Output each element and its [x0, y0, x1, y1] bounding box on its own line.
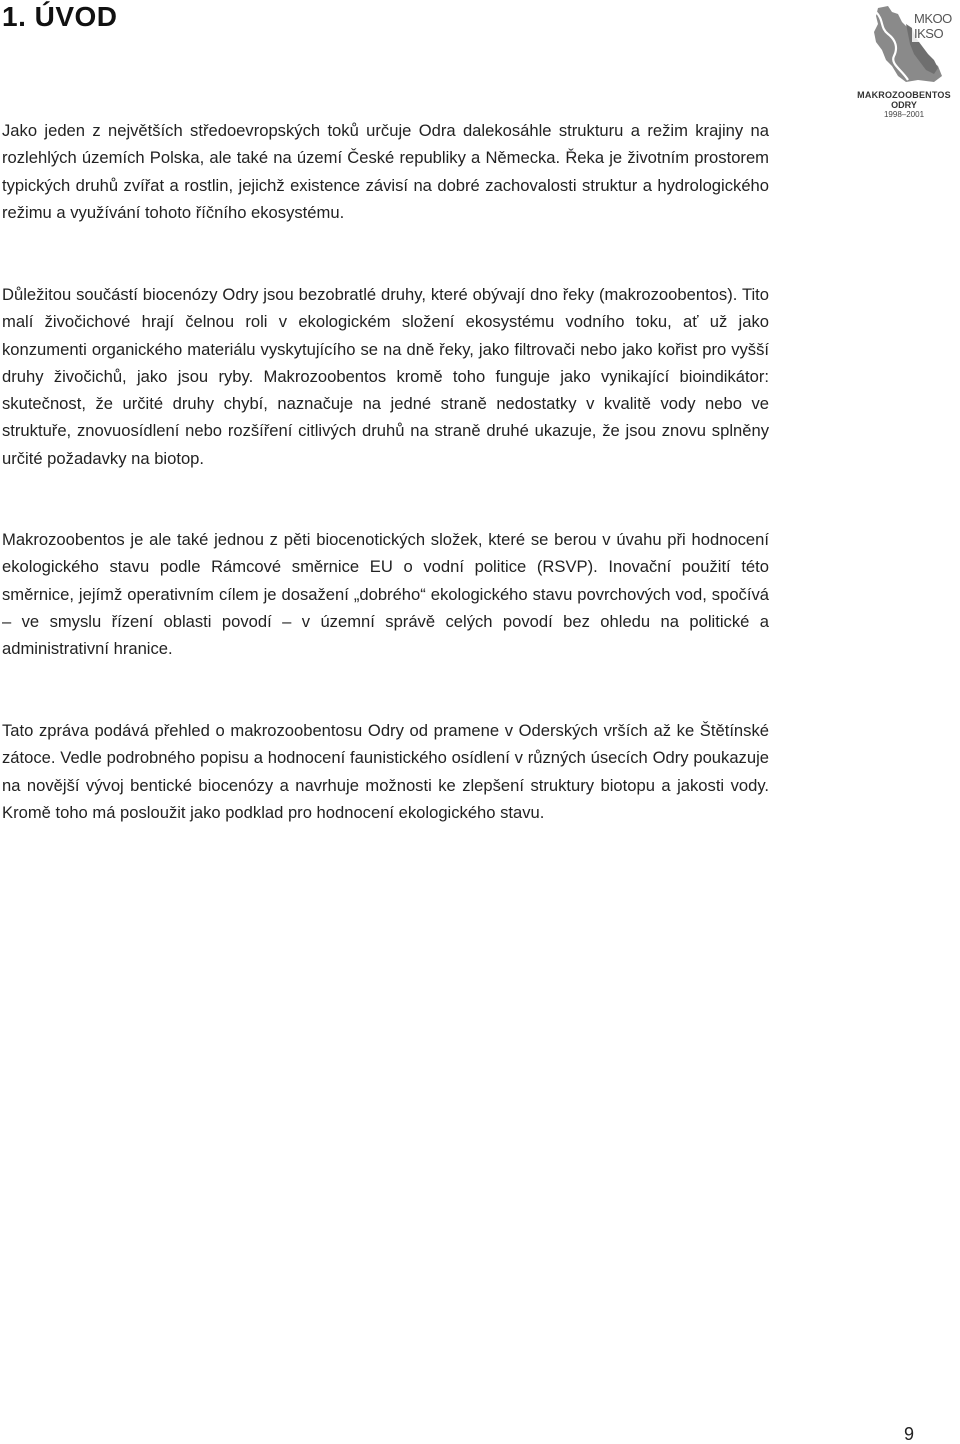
chapter-heading: 1. ÚVOD — [2, 1, 118, 32]
paragraph-intro: Jako jeden z největších středoevropských toků určuje Odra dalekosáhle strukturu a režim krajiny na rozlehlých územích Polska, ale také na území České republiky a Německa. Řeka je životním prostorem typických druhů zvířat a rostlin, jejichž existence závisí na dobré zachovalosti struktur a hydrologického režimu a využívání tohoto říčního ekosystému. — [2, 121, 769, 222]
logo-years: 1998–2001 — [883, 110, 925, 119]
mkoo-logo-icon — [868, 4, 952, 84]
paragraph-report-overview: Tato zpráva podává přehled o makrozoobentosu Odry od pramene v Oderských vrších až ke Štětínské zátoce. Vedle podrobného popisu a hodnocení faunistického osídlení v různých úsecích Odry poukazuje na novější vývoj bentické biocenózy a navrhuje možnosti ke zlepšení struktury biotopu a jakosti vody. Kromě toho má posloužit jako podklad pro hodnocení ekologického stavu. — [2, 721, 769, 822]
page-number: 9 — [903, 1424, 914, 1444]
logo-subtitle: ODRY — [891, 100, 917, 110]
paragraph-biocenosis: Důležitou součástí biocenózy Odry jsou bezobratlé druhy, které obývají dno řeky (makrozoobentos). Tito malí živočichové hrají čelnou roli v ekologickém složení ekosystému vodního toku, ať už jako konzumenti organického materiálu vyskytujícího se na dně řeky, jako filtrovači nebo jako kořist pro vyšší druhy živočichů, jako jsou ryby. Makrozoobentos kromě toho funguje jako vynikající bioindikátor: skutečnost, že určité druhy chybí, naznačuje na jedné straně nedostatky v kvalitě vody nebo ve struktuře, znovuosídlení nebo rozšíření citlivých druhů na straně druhé ukazuje, že jsou znovu splněny určité požadavky na biotop. — [2, 285, 769, 468]
paragraph-wfd: Makrozoobentos je ale také jednou z pěti biocenotických složek, které se berou v úvahu při hodnocení ekologického stavu podle Rámcové směrnice EU o vodní politice (RSVP). Inovační použití této směrnice, jejímž operativním cílem je dosažení „dobrého“ ekologického stavu povrchových vod, spočívá – ve smyslu řízení oblasti povodí – v územní správě celých povodí bez ohledu na politické a administrativní hranice. — [2, 530, 769, 659]
logo-title: MAKROZOOBENTOS — [857, 90, 951, 100]
svg-text:IKSO: IKSO — [914, 26, 944, 41]
logo — [848, 4, 960, 122]
svg-text:MKOO: MKOO — [914, 11, 952, 26]
